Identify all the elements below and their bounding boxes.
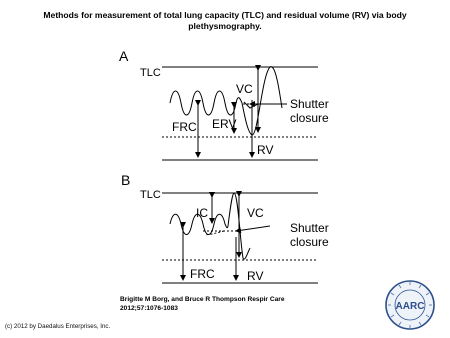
- panel-b-ic-label: IC: [196, 206, 208, 220]
- panel-a-tlc-label: TLC: [140, 67, 161, 79]
- panel-b-shutter-label-2: closure: [290, 235, 329, 249]
- figure-title-line-1: Methods for measurement of total lung capacity (TLC) and residual volume (RV) via body: [43, 10, 407, 20]
- panel-a-frc-label: FRC: [172, 120, 197, 134]
- panel-b-tlc-label: TLC: [140, 189, 161, 201]
- panel-b-vc-label: VC: [247, 206, 264, 220]
- aarc-logo-icon: [386, 281, 434, 329]
- citation-line-1: Brigitte M Borg, and Bruce R Thompson Respir Care: [120, 296, 285, 303]
- panel-a-trace-detail: [244, 102, 258, 108]
- panel-b-frc-label: FRC: [190, 267, 215, 281]
- copyright-notice: (c) 2012 by Daedalus Enterprises, Inc.: [5, 323, 111, 330]
- citation-line-2: 2012;57:1076-1083: [120, 304, 178, 312]
- panel-a-vc-label: VC: [236, 82, 253, 96]
- citation: [120, 296, 285, 313]
- panel-a-rv-label: RV: [257, 143, 274, 157]
- panel-b-shutter-arrow: [236, 226, 270, 231]
- panel-a-letter: A: [119, 48, 129, 64]
- panel-a-shutter-label-2: closure: [290, 111, 329, 125]
- panel-b-letter: B: [121, 172, 131, 188]
- panel-b-volume-trace: [170, 193, 250, 259]
- panel-a: [119, 48, 329, 160]
- panel-b: [121, 172, 329, 283]
- figure-title-line-2: plethysmography.: [188, 21, 262, 31]
- panel-a-shutter-label-1: Shutter: [290, 97, 329, 111]
- aarc-logo-text: AARC: [395, 301, 425, 312]
- panel-b-shutter-label-1: Shutter: [290, 221, 329, 235]
- panel-a-erv-label: ERV: [212, 117, 237, 131]
- panel-b-rv-label: RV: [247, 269, 264, 283]
- panel-b-shutter-detail: [205, 231, 224, 235]
